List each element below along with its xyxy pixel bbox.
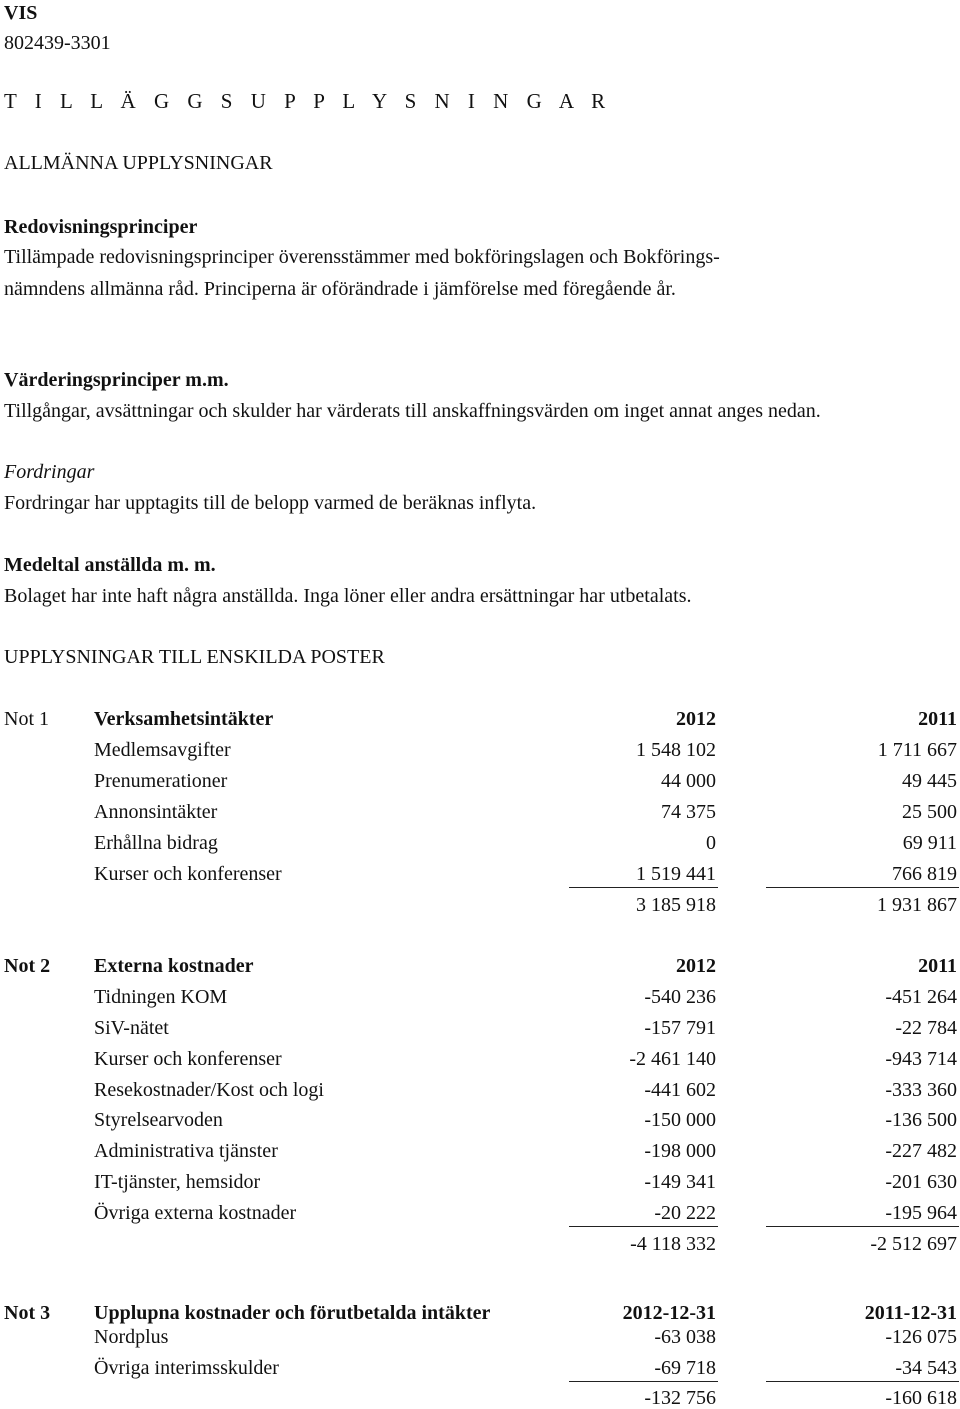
row-value-2012: 44 000 xyxy=(661,770,716,792)
total-2012: 3 185 918 xyxy=(636,894,716,916)
row-value-2012: -198 000 xyxy=(644,1140,716,1162)
row-value-2011: -22 784 xyxy=(895,1017,957,1039)
company-name: VIS xyxy=(4,2,38,24)
row-value-2011: -195 964 xyxy=(885,1202,957,1224)
valuation-text: Tillgångar, avsättningar och skulder har värderats till anskaffningsvärden om inget annat anges nedan. xyxy=(4,400,821,422)
document-title: T I L L Ä G G S U P P L Y S N I N G A R xyxy=(4,89,612,113)
row-label: Övriga externa kostnader xyxy=(94,1202,297,1224)
row-value-2012: -20 222 xyxy=(654,1202,716,1224)
row-value-2011: 766 819 xyxy=(892,863,957,885)
row-label: SiV-nätet xyxy=(94,1017,169,1039)
row-value-2012: -157 791 xyxy=(644,1017,716,1039)
org-number: 802439-3301 xyxy=(4,32,111,54)
column-header-2012: 2012 xyxy=(676,708,716,730)
sum-rule-2011 xyxy=(766,1226,959,1227)
row-value-2012: -540 236 xyxy=(644,986,716,1008)
total-2011: -2 512 697 xyxy=(870,1233,957,1255)
row-label: Kurser och konferenser xyxy=(94,863,282,885)
row-value-2012: 1 548 102 xyxy=(636,739,716,761)
principles-text-line2: nämndens allmänna råd. Principerna är oförändrade i jämförelse med föregående år. xyxy=(4,278,676,300)
row-label: IT-tjänster, hemsidor xyxy=(94,1171,261,1193)
row-value-2012: -150 000 xyxy=(644,1109,716,1131)
row-value-2011: -227 482 xyxy=(885,1140,957,1162)
row-value-2011: -451 264 xyxy=(885,986,957,1008)
row-label: Resekostnader/Kost och logi xyxy=(94,1079,324,1101)
row-label: Kurser och konferenser xyxy=(94,1048,282,1070)
row-value-2012: -441 602 xyxy=(644,1079,716,1101)
valuation-heading: Värderingsprinciper m.m. xyxy=(4,369,229,391)
receivables-heading: Fordringar xyxy=(4,461,95,483)
general-heading: ALLMÄNNA UPPLYSNINGAR xyxy=(4,152,273,174)
row-label: Prenumerationer xyxy=(94,770,228,792)
note-label: Not 1 xyxy=(4,708,49,730)
row-value-2012: 0 xyxy=(706,832,716,854)
row-label: Styrelsearvoden xyxy=(94,1109,223,1131)
note-title: Verksamhetsintäkter xyxy=(94,708,274,730)
sum-rule-2011 xyxy=(766,1381,959,1382)
column-header-2011: 2011 xyxy=(918,708,957,730)
column-header-2012: 2012 xyxy=(676,955,716,977)
row-value-2011: -943 714 xyxy=(885,1048,957,1070)
total-2011: 1 931 867 xyxy=(877,894,957,916)
specific-heading: UPPLYSNINGAR TILL ENSKILDA POSTER xyxy=(4,646,385,668)
sum-rule-2012 xyxy=(569,1381,718,1382)
row-value-2011: -34 543 xyxy=(895,1357,957,1379)
sum-rule-2012 xyxy=(569,1226,718,1227)
row-label: Administrativa tjänster xyxy=(94,1140,278,1162)
column-header-2011-12-31: 2011-12-31 xyxy=(864,1302,957,1324)
row-value-2011: 25 500 xyxy=(902,801,957,823)
row-value-2012: 74 375 xyxy=(661,801,716,823)
row-value-2012: -149 341 xyxy=(644,1171,716,1193)
note-title: Externa kostnader xyxy=(94,955,254,977)
row-value-2011: 69 911 xyxy=(902,832,957,854)
column-header-2011: 2011 xyxy=(918,955,957,977)
sum-rule-2011 xyxy=(766,887,959,888)
column-header-2012-12-31: 2012-12-31 xyxy=(622,1302,716,1324)
sum-rule-2012 xyxy=(569,887,718,888)
receivables-text: Fordringar har upptagits till de belopp varmed de beräknas inflyta. xyxy=(4,492,537,514)
row-value-2011: -126 075 xyxy=(885,1326,957,1348)
row-value-2011: -333 360 xyxy=(885,1079,957,1101)
row-value-2012: -69 718 xyxy=(654,1357,716,1379)
row-label: Nordplus xyxy=(94,1326,169,1348)
row-value-2011: -201 630 xyxy=(885,1171,957,1193)
total-2012: -132 756 xyxy=(644,1387,716,1409)
note-label: Not 3 xyxy=(4,1302,51,1324)
principles-heading: Redovisningsprinciper xyxy=(4,216,198,238)
row-label: Övriga interimsskulder xyxy=(94,1357,279,1379)
principles-text-line1: Tillämpade redovisningsprinciper överensstämmer med bokföringslagen och Bokförings- xyxy=(4,246,720,268)
note-title: Upplupna kostnader och förutbetalda intäkter xyxy=(94,1302,491,1324)
row-value-2012: 1 519 441 xyxy=(636,863,716,885)
row-value-2011: -136 500 xyxy=(885,1109,957,1131)
row-value-2011: 1 711 667 xyxy=(877,739,957,761)
employees-heading: Medeltal anställda m. m. xyxy=(4,554,216,576)
note-label: Not 2 xyxy=(4,955,51,977)
total-2012: -4 118 332 xyxy=(630,1233,716,1255)
row-label: Medlemsavgifter xyxy=(94,739,231,761)
row-label: Tidningen KOM xyxy=(94,986,228,1008)
employees-text: Bolaget har inte haft några anställda. Inga löner eller andra ersättningar har utbetalats. xyxy=(4,585,692,607)
total-2011: -160 618 xyxy=(885,1387,957,1409)
row-label: Annonsintäkter xyxy=(94,801,218,823)
row-value-2011: 49 445 xyxy=(902,770,957,792)
row-value-2012: -63 038 xyxy=(654,1326,716,1348)
row-label: Erhållna bidrag xyxy=(94,832,218,854)
row-value-2012: -2 461 140 xyxy=(629,1048,716,1070)
